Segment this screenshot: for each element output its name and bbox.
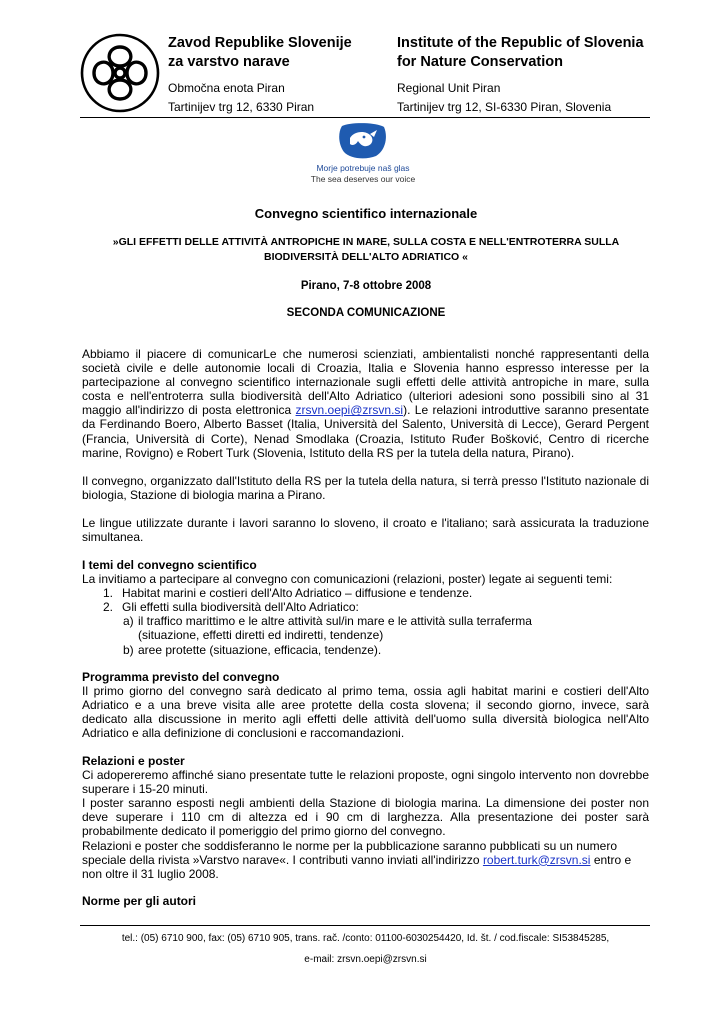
topic-line-2: BIODIVERSITÀ DELL'ALTO ADRIATICO « (264, 251, 468, 263)
unit-name-en: Regional Unit Piran (397, 81, 501, 95)
sea-voice-logo (336, 122, 388, 160)
theme-item-2-text: Gli effetti sulla biodiversità dell'Alto Adriatico: (122, 600, 359, 615)
theme-subitem-a-line1: il traffico marittimo e le altre attività sul/in mare e le attività sulla terraferma (138, 614, 532, 629)
authors-heading: Norme per gli autori (82, 894, 197, 908)
intro-text-1: Abbiamo il piacere di comunicarLe che numerosi scienziati, ambientalisti nonché rappresentanti della società civile e delle autonomie locali di Croazia, Italia e Slovenia hanno espresso interesse per la partecipazione al convegno scientifico internazionale sugli effetti delle attività antropiche in mare, sulla costa e nell'entroterra sulla biodiversità dell'Alto Adriatico (ulteriori adesioni sono possibili sino al 31 maggio all'indirizzo di posta elettronica (82, 347, 649, 418)
theme-item-2 (82, 600, 649, 614)
unit-name-si: Območna enota Piran (168, 81, 285, 95)
themes-section (82, 558, 649, 657)
program-heading: Programma previsto del convegno (82, 670, 280, 684)
email-link-oepi[interactable]: zrsvn.oepi@zrsvn.si (295, 403, 404, 418)
address-en: Tartinijev trg 12, SI-6330 Piran, Slovenia (397, 100, 612, 114)
program-section (82, 670, 649, 740)
institute-name-si-line2: za varstvo narave (168, 54, 290, 70)
institute-name-en-line2: for Nature Conservation (397, 54, 563, 70)
topic-line-1: »GLI EFFETTI DELLE ATTIVITÀ ANTROPICHE IN MARE, SULLA COSTA E NELL'ENTROTERRA SULLA (112, 236, 620, 248)
institute-name-en-line1: Institute of the Republic of Slovenia (397, 35, 644, 51)
header-divider (80, 117, 650, 118)
institute-emblem-logo (80, 33, 160, 113)
footer-contact-line: tel.: (05) 6710 900, fax: (05) 6710 905, trans. rač. /conto: 01100-6030254420, Id. št. / cod.fiscale: SI53845285, (121, 933, 610, 944)
reports-text-3a: Relazioni e poster che soddisferanno le norme per la pubblicazione saranno pubblicati su un numero speciale della rivista »Varstvo narave«. I contributi vanno inviati all'indirizzo (82, 838, 617, 867)
header-english (397, 34, 644, 114)
conference-topic (82, 235, 650, 265)
address-si: Tartinijev trg 12, 6330 Piran (168, 100, 315, 114)
email-link-turk[interactable]: robert.turk@zrsvn.si (482, 852, 591, 867)
header-slovenian (168, 34, 352, 114)
theme-subitem-b-label: b) (123, 642, 134, 657)
themes-intro: La invitiamo a partecipare al convegno con comunicazioni (relazioni, poster) legate ai seguenti temi: (82, 572, 613, 587)
footer-email-line: e-mail: zrsvn.oepi@zrsvn.si (304, 954, 427, 965)
theme-item-1-text: Habitat marini e costieri dell'Alto Adriatico – diffusione e tendenze. (122, 586, 473, 601)
conference-date: Pirano, 7-8 ottobre 2008 (300, 280, 432, 292)
theme-subitem-b (82, 643, 649, 657)
logo-caption-slovenian: Morje potrebuje naš glas (316, 163, 410, 173)
reports-text-3 (82, 839, 649, 881)
theme-subitem-b-text: aree protette (situazione, efficacia, tendenze). (138, 642, 382, 657)
conference-title: Convegno scientifico internazionale (254, 206, 478, 221)
theme-subitem-a-label: a) (123, 614, 134, 629)
intro-text-2: ). Le relazioni introduttive saranno presentate da Ferdinando Boero, Alberto Basset (Italia, Università del Salento, Università di Lecce), Gerard Pergent (Francia, Università di Corte), Nenad Smodlaka (Croazia, Istituto Ruđer Bošković, Centro di ricerche marine, Rovigno) e Robert Turk (Slovenia, Istituto della RS per la tutela della natura, Pirano). (82, 403, 650, 460)
theme-item-2-number: 2. (103, 600, 114, 615)
reports-text-2: I poster saranno esposti negli ambienti della Stazione di biologia marina. La dimensione dei poster non deve superare i 110 cm di altezza ed i 90 cm di larghezza. Alla presentazione dei poster sarà probabilmente dedicato il pomeriggio del primo giorno del convegno. (82, 796, 649, 839)
institute-name-si-line1: Zavod Republike Slovenije (168, 35, 352, 51)
theme-subitem-a-line2: (situazione, effetti diretti ed indiretti, tendenze) (138, 628, 384, 643)
reports-text-1: Ci adopereremo affinché siano presentate tutte le relazioni proposte, ogni singolo intervento non dovrebbe superare i 15-20 minuti. (82, 768, 649, 797)
intro-paragraph (82, 347, 649, 460)
languages-paragraph: Le lingue utilizzate durante i lavori saranno lo sloveno, il croato e l'italiano; sarà assicurata la traduzione simultanea. (82, 516, 649, 545)
theme-item-1-number: 1. (103, 586, 114, 601)
themes-heading: I temi del convegno scientifico (82, 558, 257, 572)
reports-heading: Relazioni e poster (82, 754, 185, 768)
reports-text-3b: entro e non oltre il 31 luglio 2008. (82, 852, 632, 881)
footer-divider (80, 925, 650, 926)
theme-subitem-a (82, 614, 649, 642)
communication-label: SECONDA COMUNICAZIONE (286, 307, 446, 319)
program-text: Il primo giorno del convegno sarà dedicato al primo tema, ossia agli habitat marini e costieri dell'Alto Adriatico e a una breve visita alle aree protette della costa slovena; il secondo giorno, invece, sarà dedicato alla discussione in merito agli effetti delle attività dell'uomo sulla diversità biologica nell'Alto Adriatico e alla definizione di conclusioni e raccomandazioni. (82, 684, 649, 741)
logo-caption-english: The sea deserves our voice (310, 174, 416, 184)
reports-section (82, 754, 649, 881)
theme-item-1 (82, 586, 649, 600)
location-paragraph: Il convegno, organizzato dall'Istituto della RS per la tutela della natura, si terrà presso l'Istituto nazionale di biologia, Stazione di biologia marina a Pirano. (82, 474, 649, 503)
